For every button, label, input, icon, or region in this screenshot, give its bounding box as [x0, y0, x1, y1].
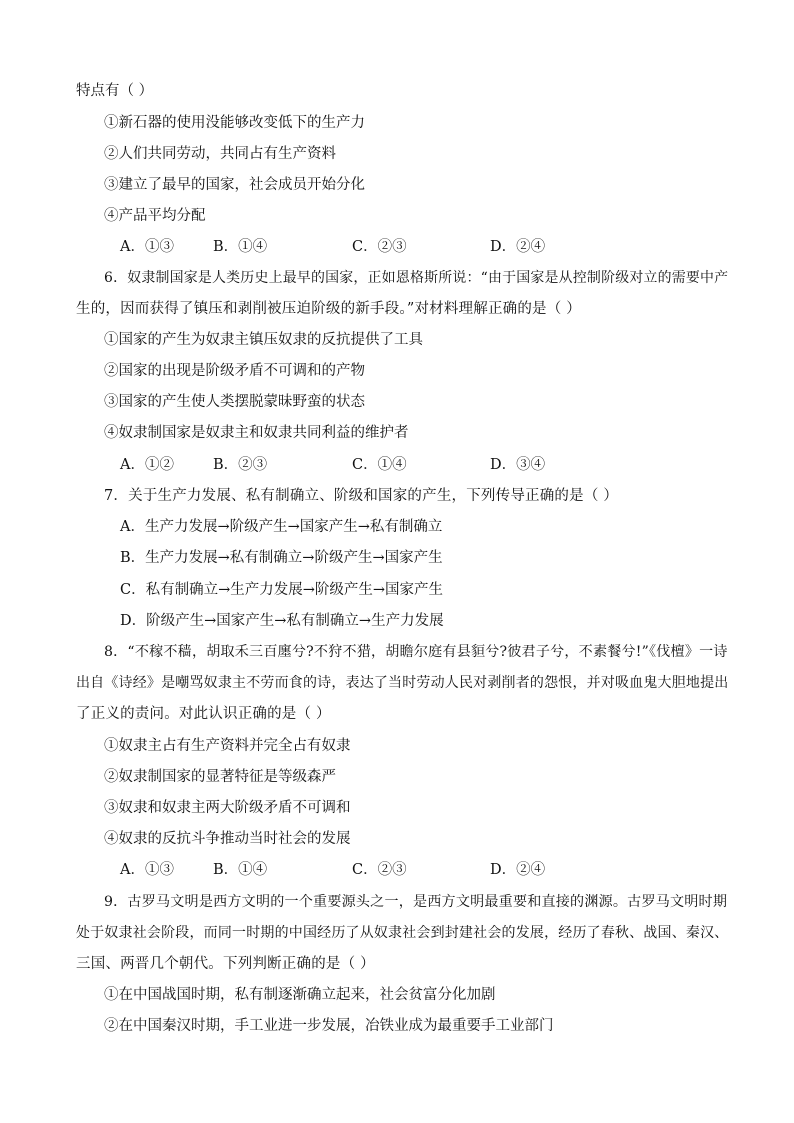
q8-statement-2: ②奴隶制国家的显著特征是等级森严	[104, 769, 336, 785]
q7-choice-b[interactable]: B．生产力发展→私有制确立→阶级产生→国家产生	[120, 550, 443, 566]
q7-stem: 7．关于生产力发展、私有制确立、阶级和国家的产生，下列传导正确的是（ ）	[104, 488, 619, 504]
q6-stem-line-2: 生的，因而获得了镇压和剥削被压迫阶级的新手段。”对材料理解正确的是（ ）	[76, 301, 581, 317]
q7-choice-a[interactable]: A．生产力发展→阶级产生→国家产生→私有制确立	[120, 519, 443, 535]
q5-statement-1: ①新石器的使用没能够改变低下的生产力	[104, 115, 365, 131]
q6-statement-3: ③国家的产生使人类摆脱蒙昧野蛮的状态	[104, 394, 365, 410]
q8-stem-line-3: 了正义的责问。对此认识正确的是（ ）	[76, 706, 331, 722]
q7-choice-d[interactable]: D．阶级产生→国家产生→私有制确立→生产力发展	[120, 613, 444, 629]
q5-option-b[interactable]: B．①④	[213, 239, 268, 255]
q8-statement-3: ③奴隶和奴隶主两大阶级矛盾不可调和	[104, 800, 351, 816]
q6-statement-4: ④奴隶制国家是奴隶主和奴隶共同利益的维护者	[104, 425, 409, 441]
q5-option-c[interactable]: C．②③	[352, 239, 407, 255]
q8-option-c[interactable]: C．②③	[352, 862, 407, 878]
q5-statement-2: ②人们共同劳动，共同占有生产资料	[104, 146, 336, 162]
q5-statement-4: ④产品平均分配	[104, 208, 206, 224]
q6-option-b[interactable]: B．②③	[213, 457, 268, 473]
q9-stem-line-3: 三国、两晋几个朝代。下列判断正确的是（ ）	[76, 956, 375, 972]
q5-statement-3: ③建立了最早的国家，社会成员开始分化	[104, 177, 365, 193]
q8-option-b[interactable]: B．①④	[213, 862, 268, 878]
q6-option-c[interactable]: C．①④	[352, 457, 407, 473]
q9-stem-line-2: 处于奴隶社会阶段，而同一时期的中国经历了从奴隶社会到封建社会的发展，经历了春秋、战国、秦汉、	[76, 925, 729, 941]
q6-statement-2: ②国家的出现是阶级矛盾不可调和的产物	[104, 363, 365, 379]
q8-option-d[interactable]: D．②④	[490, 862, 546, 878]
q6-statement-1: ①国家的产生为奴隶主镇压奴隶的反抗提供了工具	[104, 332, 423, 348]
q9-statement-2: ②在中国秦汉时期，手工业进一步发展，冶铁业成为最重要手工业部门	[104, 1018, 554, 1034]
q6-stem-line-1: 6．奴隶制国家是人类历史上最早的国家，正如恩格斯所说：“由于国家是从控制阶级对立的需要中产	[104, 270, 729, 286]
q8-stem-line-2: 出自《诗经》是嘲骂奴隶主不劳而食的诗，表达了当时劳动人民对剥削者的怨恨，并对吸血鬼大胆地提出	[76, 675, 729, 691]
q9-stem-line-1: 9．古罗马文明是西方文明的一个重要源头之一，是西方文明最重要和直接的渊源。古罗马文明时期	[104, 894, 728, 910]
q6-option-d[interactable]: D．③④	[490, 457, 546, 473]
q5-stem-tail: 特点有（ ）	[76, 83, 154, 99]
q8-statement-4: ④奴隶的反抗斗争推动当时社会的发展	[104, 831, 351, 847]
q5-option-a[interactable]: A．①③	[120, 239, 174, 255]
q8-statement-1: ①奴隶主占有生产资料并完全占有奴隶	[104, 738, 351, 754]
q8-stem-line-1: 8．“不稼不穑，胡取禾三百廛兮?不狩不猎，胡瞻尔庭有县貆兮?彼君子兮，不素餐兮!”《伐檀》一诗	[104, 644, 728, 660]
q6-option-a[interactable]: A．①②	[120, 457, 174, 473]
q7-choice-c[interactable]: C．私有制确立→生产力发展→阶级产生→国家产生	[120, 582, 444, 598]
q5-option-d[interactable]: D．②④	[490, 239, 546, 255]
q9-statement-1: ①在中国战国时期，私有制逐渐确立起来，社会贫富分化加剧	[104, 987, 496, 1003]
q8-option-a[interactable]: A．①③	[120, 862, 174, 878]
